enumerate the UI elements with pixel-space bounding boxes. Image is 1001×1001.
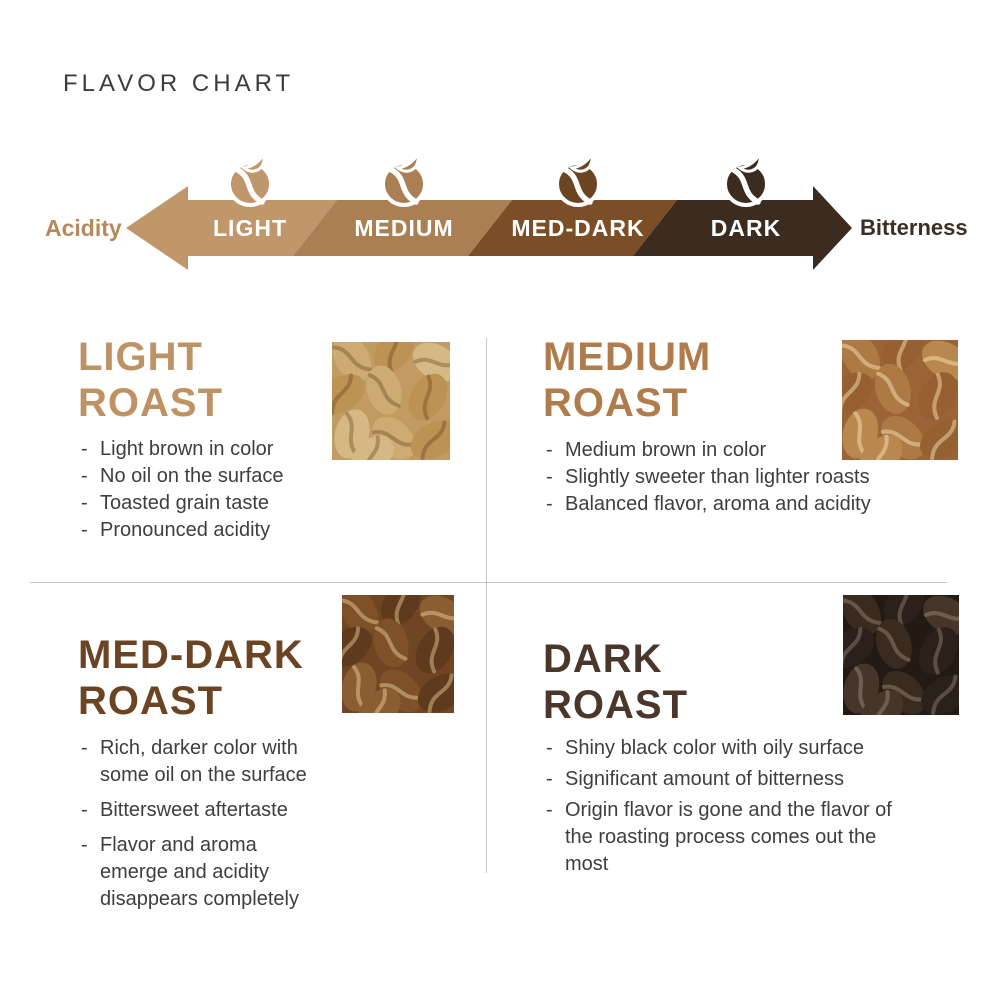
heading-line: DARK: [543, 637, 663, 681]
bullet-item: - Rich, darker color with some oil on the surface: [78, 735, 328, 789]
bullet-item: - Slightly sweeter than lighter roasts: [543, 464, 953, 491]
bullet-item: - No oil on the surface: [78, 463, 408, 490]
scale-label-dark: DARK: [710, 215, 782, 241]
bullet-item: - Light brown in color: [78, 436, 408, 463]
heading-line: ROAST: [543, 683, 688, 727]
coffee-bean-icon: [725, 154, 767, 205]
bitterness-label: Bitterness: [860, 215, 968, 240]
heading-line: LIGHT: [78, 335, 203, 379]
bullet-item: - Pronounced acidity: [78, 517, 408, 544]
bullet-item: - Origin flavor is gone and the flavor of the roasting process comes out the most: [543, 797, 905, 878]
light-roast-bullets: [78, 436, 408, 544]
coffee-bean-icon: [383, 154, 425, 205]
light-roast-heading: [78, 334, 223, 426]
medium-roast-heading: [543, 334, 711, 426]
bullet-item: - Shiny black color with oily surface: [543, 735, 905, 762]
dark-roast-photo: [843, 595, 959, 715]
divider-horizontal: [30, 582, 947, 583]
arrow-left-head: [126, 186, 188, 270]
heading-line: ROAST: [78, 381, 223, 425]
coffee-bean-icon: [229, 154, 271, 205]
arrow-right-head: [813, 186, 852, 270]
scale-label-medium: MEDIUM: [354, 215, 454, 241]
med-dark-roast-photo: [342, 595, 454, 713]
page-title: FLAVOR CHART: [63, 70, 295, 97]
scale-label-med-dark: MED-DARK: [511, 215, 645, 241]
bullet-item: - Toasted grain taste: [78, 490, 408, 517]
dark-roast-heading: [543, 636, 688, 728]
scale-label-light: LIGHT: [213, 215, 287, 241]
bullet-item: - Flavor and aroma emerge and acidity disappears completely: [78, 832, 328, 913]
acidity-label: Acidity: [45, 215, 122, 241]
bullet-item: - Significant amount of bitterness: [543, 766, 905, 793]
bullet-item: - Medium brown in color: [543, 437, 953, 464]
heading-line: ROAST: [78, 679, 223, 723]
coffee-bean-icon: [557, 154, 599, 205]
heading-line: ROAST: [543, 381, 688, 425]
roast-scale-arrow: [0, 0, 1001, 300]
heading-line: MEDIUM: [543, 335, 712, 379]
bullet-item: - Balanced flavor, aroma and acidity: [543, 491, 953, 518]
bullet-item: - Bittersweet aftertaste: [78, 797, 328, 824]
dark-roast-bullets: [543, 735, 905, 882]
med-dark-roast-bullets: [78, 735, 328, 921]
divider-vertical: [486, 338, 487, 873]
medium-roast-bullets: [543, 437, 953, 518]
heading-line: MED-DARK: [78, 633, 304, 677]
med-dark-roast-heading: [78, 632, 304, 724]
